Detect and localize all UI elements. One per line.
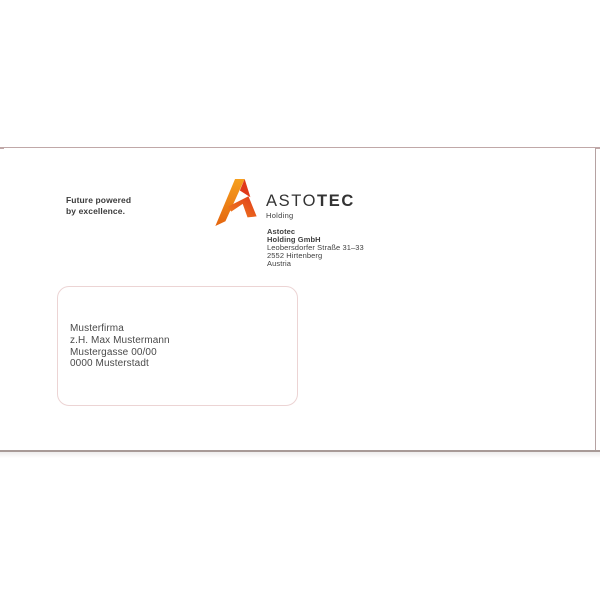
- wordmark-subtitle: Holding: [266, 211, 294, 220]
- sender-street: Leobersdorfer Straße 31–33: [267, 243, 364, 253]
- wordmark-light: ASTO: [266, 192, 318, 210]
- address-window: [57, 286, 298, 406]
- brand-wordmark: [266, 193, 355, 220]
- sender-company-line: Holding GmbH: [267, 235, 321, 245]
- recipient-street: Mustergasse 00/00: [70, 346, 157, 358]
- wordmark-bold: TEC: [317, 192, 355, 210]
- sender-name-line: Astotec: [267, 227, 296, 236]
- brand-tagline: [66, 195, 131, 216]
- sender-city: 2552 Hirtenberg: [267, 251, 323, 261]
- recipient-company: Musterfirma: [70, 323, 124, 334]
- envelope-shadow: [0, 452, 600, 458]
- astotec-logo-icon: [212, 177, 260, 227]
- sender-address: [267, 228, 364, 268]
- sender-country: Austria: [267, 259, 292, 269]
- recipient-city: 0000 Musterstadt: [70, 358, 149, 370]
- recipient-attention: z.H. Max Mustermann: [70, 334, 170, 346]
- recipient-address: [70, 323, 170, 370]
- tagline-line2: by excellence.: [66, 205, 126, 216]
- tagline-line1: Future powered: [66, 195, 132, 205]
- envelope-front: [4, 148, 595, 450]
